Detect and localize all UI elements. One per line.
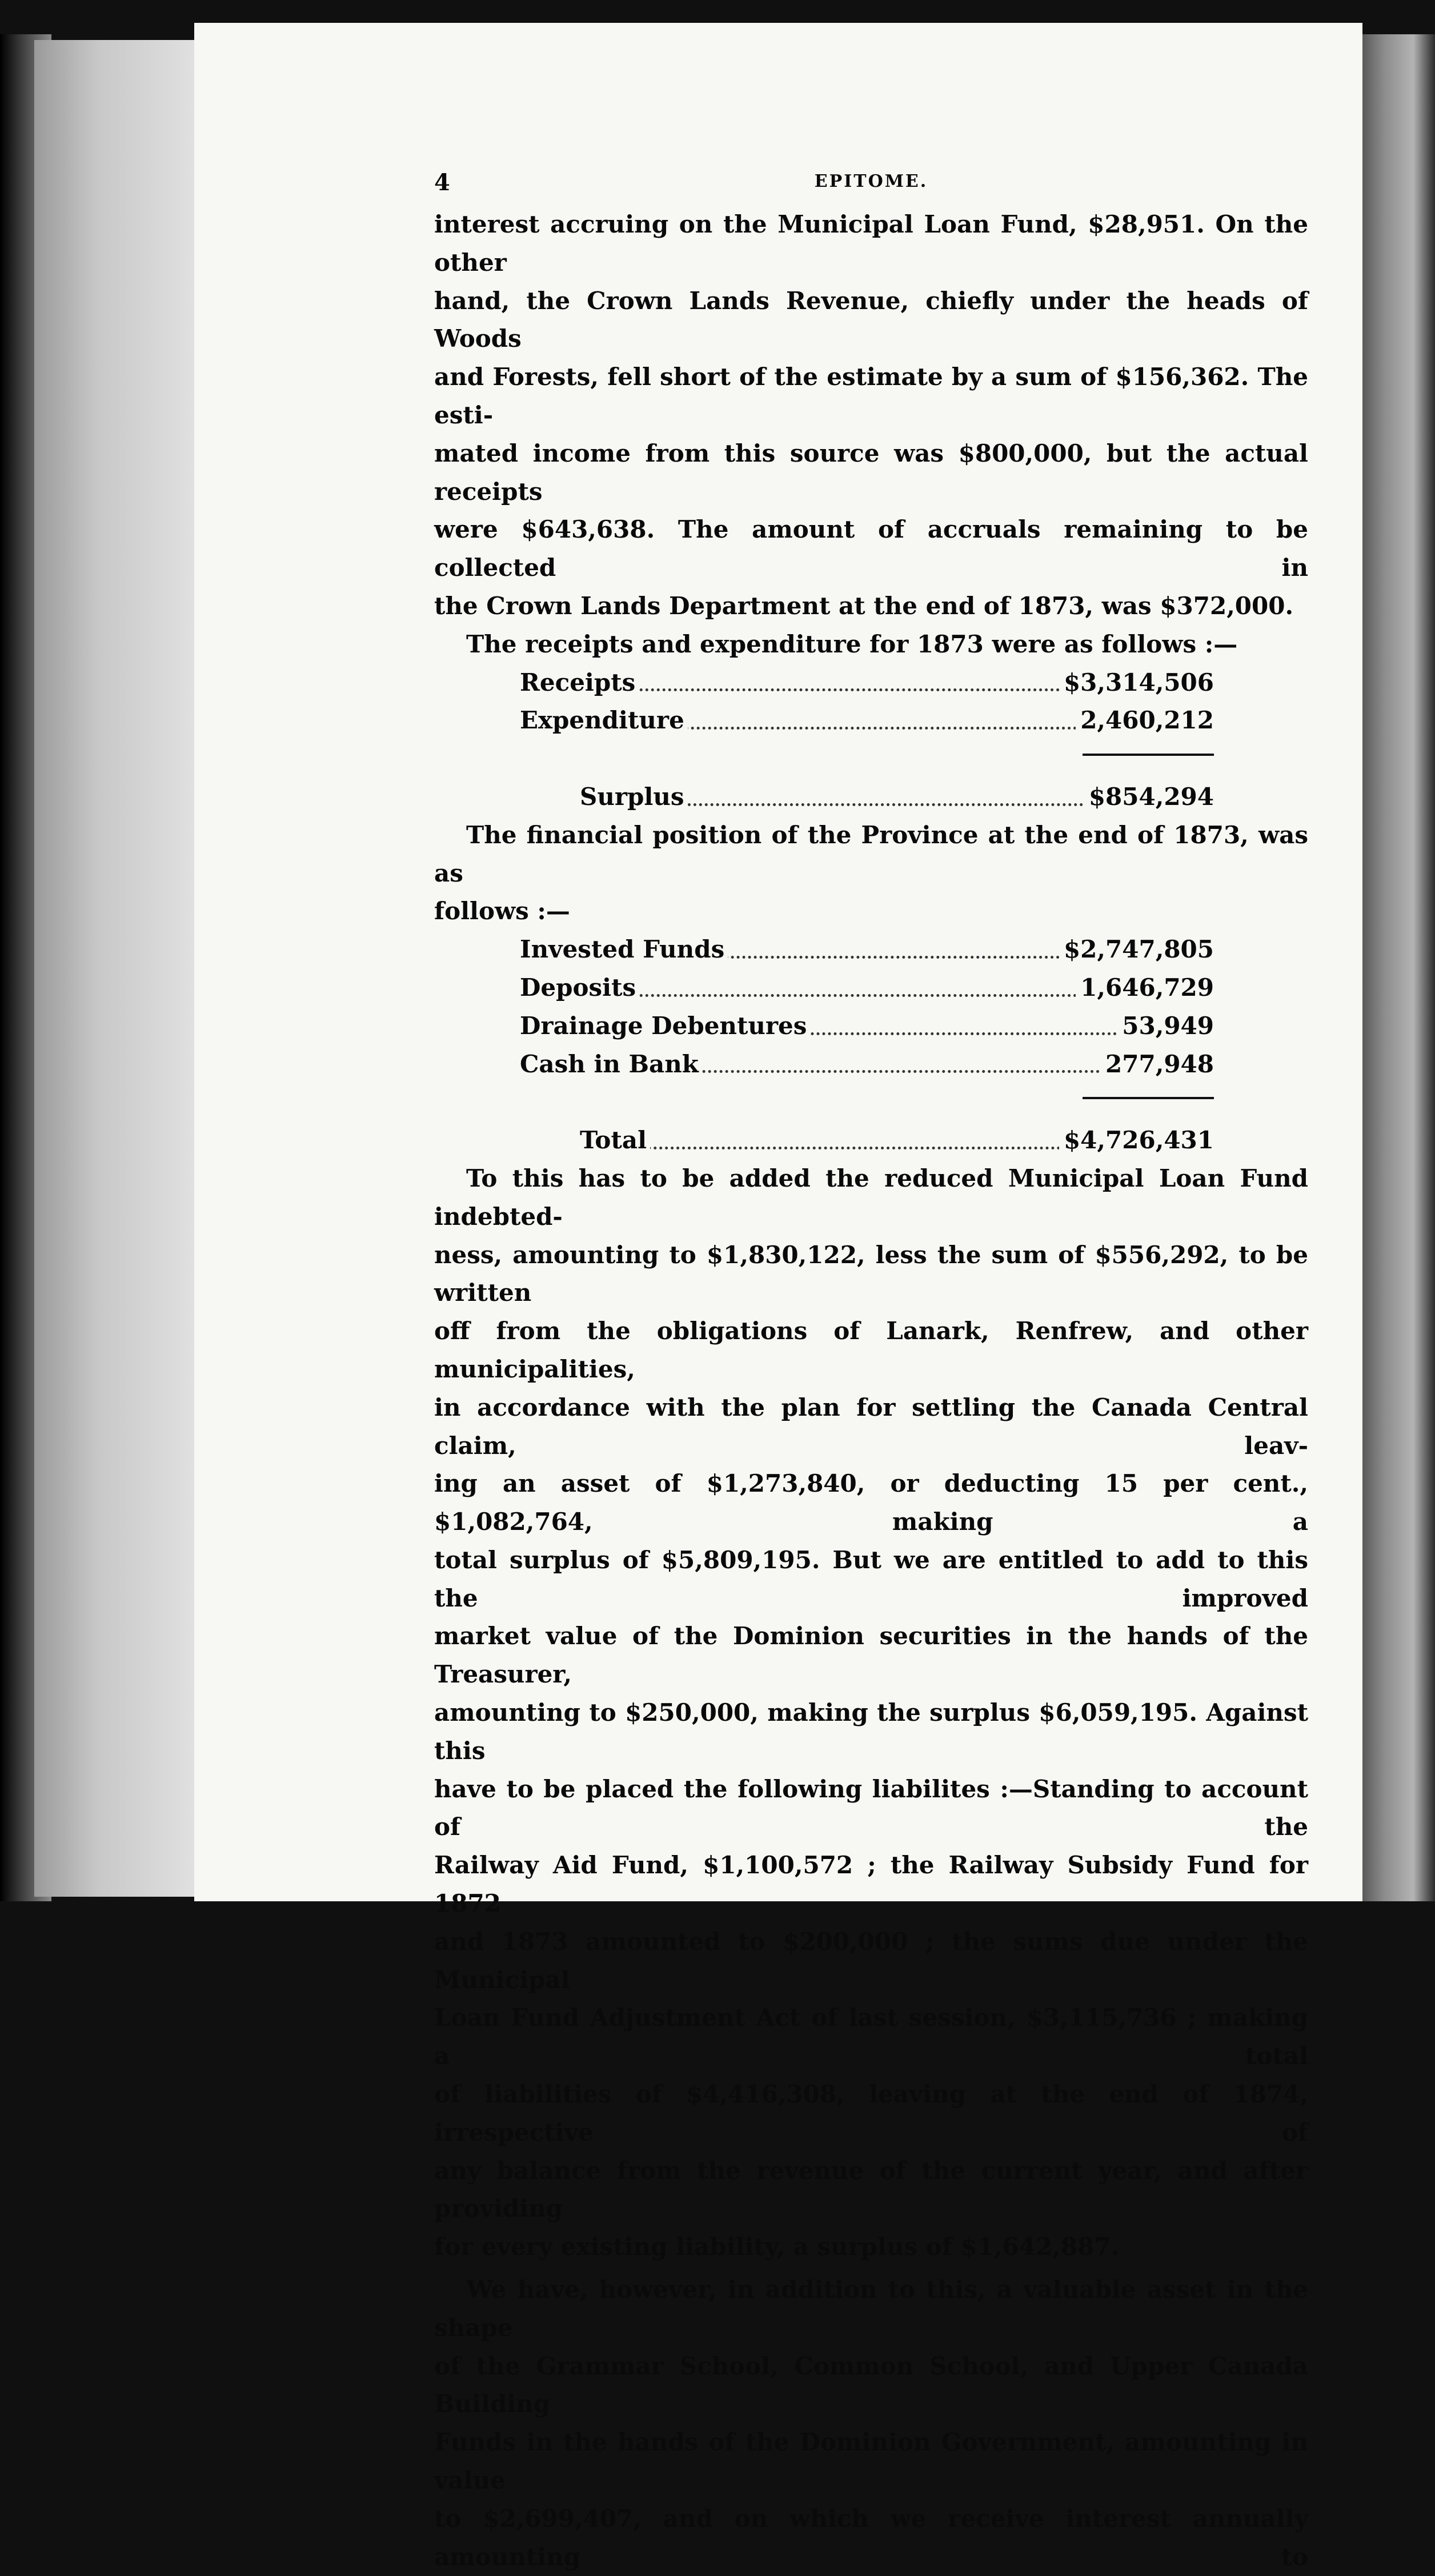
text-line: and Forests, fell short of the estimate by a sum of $156,362. The esti- <box>434 363 1308 429</box>
text-line: Loan Fund Adjustment Act of last session, $3,115,736 ; making a total <box>434 2004 1308 2070</box>
receipts-intro: The receipts and expenditure for 1873 were as follows :— <box>466 630 1238 658</box>
receipts-table <box>434 664 1308 816</box>
surplus-row <box>580 778 1214 816</box>
row-label: Receipts <box>520 668 639 696</box>
position-table <box>434 931 1308 1160</box>
row-amount: $854,294 <box>1084 778 1214 816</box>
table-row <box>520 1007 1214 1045</box>
text-line: of liabilities of $4,416,308, leaving at the end of 1874, irrespective of <box>434 2080 1308 2146</box>
table-row <box>520 1045 1214 1084</box>
text-line: have to be placed the following liabilites :—Standing to account of the <box>434 1774 1308 1841</box>
row-label: Invested Funds <box>520 935 728 963</box>
row-label: Drainage Debentures <box>520 1012 810 1040</box>
text-line: the Crown Lands Department at the end of 1873, was $372,000. <box>434 591 1294 620</box>
text-line: for every existing liability, a surplus of $1,642,887. <box>434 2233 1120 2261</box>
rule-line <box>1083 1097 1214 1099</box>
sum-rule <box>434 1083 1308 1121</box>
position-intro <box>434 816 1308 931</box>
text-line: hand, the Crown Lands Revenue, chiefly under the heads of Woods <box>434 286 1308 353</box>
row-amount: $4,726,431 <box>1059 1121 1214 1160</box>
running-title: EPITOME. <box>814 171 928 191</box>
text-line: any balance from the revenue of the current year, and after providing <box>434 2156 1308 2223</box>
text-line: follows :— <box>434 897 570 926</box>
text-line: ness, amounting to $1,830,122, less the sum of $556,292, to be written <box>434 1240 1308 1307</box>
text-line: in accordance with the plan for settling the Canada Central claim, leav- <box>434 1393 1308 1460</box>
row-amount: $3,314,506 <box>1059 664 1214 702</box>
paragraph-2 <box>434 1160 1308 2266</box>
sum-rule <box>434 740 1308 778</box>
table-row <box>520 969 1214 1007</box>
text-line: To this has to be added the reduced Municipal Loan Fund indebted- <box>434 1164 1308 1231</box>
text-line: and 1873 amounted to $200,000 ; the sums due under the Municipal <box>434 1927 1308 1994</box>
facing-page-edge <box>34 40 221 1897</box>
text-line: We have, however, in addition to this, a valuable asset in the shape <box>434 2275 1308 2342</box>
row-label: Expenditure <box>520 706 688 734</box>
text-line: interest accruing on the Municipal Loan Fund, $28,951. On the other <box>434 210 1308 277</box>
table-row <box>520 702 1214 740</box>
row-label: Total <box>580 1126 650 1154</box>
page-right-edge <box>1362 34 1435 1901</box>
text-line: total surplus of $5,809,195. But we are entitled to add to this the improved <box>434 1545 1308 1612</box>
text-line: of the Grammar School, Common School, and Upper Canada Building <box>434 2351 1308 2418</box>
text-line: to $2,699,407, and on which we receive interest annually amounting to <box>434 2504 1308 2571</box>
row-amount: 53,949 <box>1117 1007 1214 1045</box>
row-label: Surplus <box>580 783 688 811</box>
page-header <box>434 160 1308 206</box>
row-amount: 277,948 <box>1101 1045 1214 1084</box>
row-label: Cash in Bank <box>520 1050 702 1078</box>
text-line: amounting to $250,000, making the surplus $6,059,195. Against this <box>434 1698 1308 1765</box>
text-line: market value of the Dominion securities in the hands of the Treasurer, <box>434 1622 1308 1689</box>
row-amount: 2,460,212 <box>1076 702 1214 740</box>
paragraph-3 <box>434 2271 1308 2576</box>
row-amount: $2,747,805 <box>1059 931 1214 969</box>
paragraph-1 <box>434 206 1308 626</box>
page-content <box>434 160 1308 2576</box>
rule-line <box>1083 754 1214 756</box>
text-line: Funds in the hands of the Dominion Government, amounting in value <box>434 2428 1308 2495</box>
text-line: were $643,638. The amount of accruals remaining to be collected in <box>434 515 1308 582</box>
page-number: 4 <box>434 169 452 196</box>
table-row <box>520 931 1214 969</box>
text-line: mated income from this source was $800,000, but the actual receipts <box>434 439 1308 506</box>
text-line: The financial position of the Province at the end of 1873, was as <box>434 820 1308 887</box>
table-row <box>520 664 1214 702</box>
text-line: Railway Aid Fund, $1,100,572 ; the Railway Subsidy Fund for 1872 <box>434 1851 1308 1918</box>
total-row <box>580 1121 1214 1160</box>
text-line: off from the obligations of Lanark, Renfrew, and other municipalities, <box>434 1317 1308 1383</box>
text-line: ing an asset of $1,273,840, or deducting 15 per cent., $1,082,764, making a <box>434 1469 1308 1536</box>
row-label: Deposits <box>520 973 639 1001</box>
row-amount: 1,646,729 <box>1076 969 1214 1007</box>
